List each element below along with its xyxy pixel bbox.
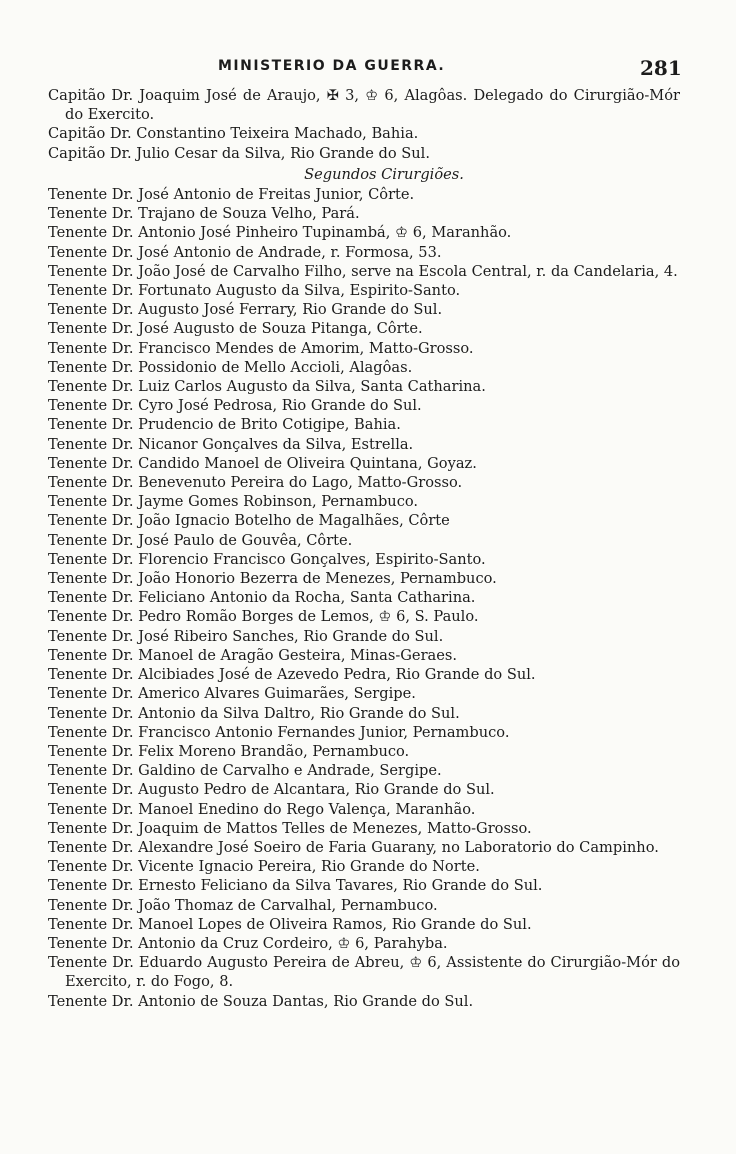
list-item: Tenente Dr. Pedro Romão Borges de Lemos, ♔ 6, S. Paulo. bbox=[48, 608, 479, 626]
list-item: Tenente Dr. Alexandre José Soeiro de Faria Guarany, no Laboratorio do Campinho. bbox=[48, 838, 659, 856]
list-item: Tenente Dr. Felix Moreno Brandão, Pernambuco. bbox=[48, 742, 410, 760]
list-item: Tenente Dr. Antonio José Pinheiro Tupinambá, ♔ 6, Maranhão. bbox=[48, 224, 512, 242]
list-item: Tenente Dr. José Antonio de Freitas Junior, Côrte. bbox=[48, 186, 415, 204]
officer-list bbox=[48, 86, 680, 1011]
list-item: Tenente Dr. Augusto Pedro de Alcantara, Rio Grande do Sul. bbox=[48, 781, 495, 799]
list-item: Tenente Dr. Antonio de Souza Dantas, Rio Grande do Sul. bbox=[48, 992, 474, 1010]
list-item: Tenente Dr. Joaquim de Mattos Telles de Menezes, Matto-Grosso. bbox=[48, 819, 532, 837]
list-item: Tenente Dr. João Thomaz de Carvalhal, Pernambuco. bbox=[48, 896, 438, 914]
list-item: Tenente Dr. Trajano de Souza Velho, Pará. bbox=[48, 205, 360, 223]
list-item: Tenente Dr. Francisco Antonio Fernandes Junior, Pernambuco. bbox=[48, 723, 510, 741]
list-item: Tenente Dr. Manoel Lopes de Oliveira Ramos, Rio Grande do Sul. bbox=[48, 915, 532, 933]
list-item: Tenente Dr. Antonio da Silva Daltro, Rio Grande do Sul. bbox=[48, 704, 460, 722]
list-item: Tenente Dr. José Augusto de Souza Pitanga, Côrte. bbox=[48, 320, 423, 338]
list-item: Tenente Dr. Feliciano Antonio da Rocha, Santa Catharina. bbox=[48, 589, 476, 607]
list-item: Tenente Dr. Luiz Carlos Augusto da Silva, Santa Catharina. bbox=[48, 378, 486, 396]
list-item: Tenente Dr. Possidonio de Mello Accioli, Alagôas. bbox=[48, 358, 413, 376]
entries-container bbox=[48, 185, 680, 1011]
page-number: 281 bbox=[640, 56, 682, 80]
list-item: Tenente Dr. Candido Manoel de Oliveira Quintana, Goyaz. bbox=[48, 454, 477, 472]
list-item: Tenente Dr. Vicente Ignacio Pereira, Rio Grande do Norte. bbox=[48, 858, 480, 876]
running-title: MINISTERIO DA GUERRA. bbox=[218, 58, 446, 74]
list-item: Tenente Dr. Manoel de Aragão Gesteira, Minas-Geraes. bbox=[48, 646, 458, 664]
list-item: Capitão Dr. Joaquim José de Araujo, ✠ 3, ♔ 6, Alagôas. Delegado do Cirurgião-Mór do Exercito. bbox=[48, 87, 680, 124]
section-subheading: Segundos Cirurgiões. bbox=[304, 165, 464, 183]
list-item: Tenente Dr. Manoel Enedino do Rego Valença, Maranhão. bbox=[48, 800, 476, 818]
list-item: Tenente Dr. Fortunato Augusto da Silva, Espirito-Santo. bbox=[48, 282, 461, 300]
list-item: Tenente Dr. Jayme Gomes Robinson, Pernambuco. bbox=[48, 493, 419, 511]
list-item: Tenente Dr. Nicanor Gonçalves da Silva, Estrella. bbox=[48, 435, 414, 453]
list-item: Capitão Dr. Julio Cesar da Silva, Rio Grande do Sul. bbox=[48, 144, 430, 162]
list-item: Tenente Dr. Prudencio de Brito Cotigipe, Bahia. bbox=[48, 416, 401, 434]
list-item: Tenente Dr. João José de Carvalho Filho, serve na Escola Central, r. da Candelaria, 4. bbox=[48, 262, 678, 280]
list-item: Tenente Dr. Benevenuto Pereira do Lago, Matto-Grosso. bbox=[48, 474, 463, 492]
list-item: Tenente Dr. Antonio da Cruz Cordeiro, ♔ 6, Parahyba. bbox=[48, 934, 448, 952]
list-item: Tenente Dr. José Paulo de Gouvêa, Côrte. bbox=[48, 531, 353, 549]
list-item: Tenente Dr. Galdino de Carvalho e Andrade, Sergipe. bbox=[48, 762, 442, 780]
list-item: Tenente Dr. João Honorio Bezerra de Menezes, Pernambuco. bbox=[48, 570, 497, 588]
page-header bbox=[0, 56, 736, 80]
list-item: Tenente Dr. Cyro José Pedrosa, Rio Grande do Sul. bbox=[48, 397, 422, 415]
list-item: Tenente Dr. Florencio Francisco Gonçalves, Espirito-Santo. bbox=[48, 550, 486, 568]
list-item: Tenente Dr. Augusto José Ferrary, Rio Grande do Sul. bbox=[48, 301, 443, 319]
list-item: Tenente Dr. José Ribeiro Sanches, Rio Grande do Sul. bbox=[48, 627, 444, 645]
list-item: Tenente Dr. Americo Alvares Guimarães, Sergipe. bbox=[48, 685, 416, 703]
list-item: Tenente Dr. José Antonio de Andrade, r. Formosa, 53. bbox=[48, 243, 442, 261]
list-item: Tenente Dr. João Ignacio Botelho de Magalhães, Côrte bbox=[48, 512, 450, 530]
list-item: Tenente Dr. Ernesto Feliciano da Silva Tavares, Rio Grande do Sul. bbox=[48, 877, 543, 895]
list-item: Tenente Dr. Eduardo Augusto Pereira de Abreu, ♔ 6, Assistente do Cirurgião-Mór do Exercito, r. do Fogo, 8. bbox=[48, 954, 680, 991]
list-item: Tenente Dr. Alcibiades José de Azevedo Pedra, Rio Grande do Sul. bbox=[48, 666, 536, 684]
list-item: Tenente Dr. Francisco Mendes de Amorim, Matto-Grosso. bbox=[48, 339, 474, 357]
list-item: Capitão Dr. Constantino Teixeira Machado, Bahia. bbox=[48, 125, 419, 143]
